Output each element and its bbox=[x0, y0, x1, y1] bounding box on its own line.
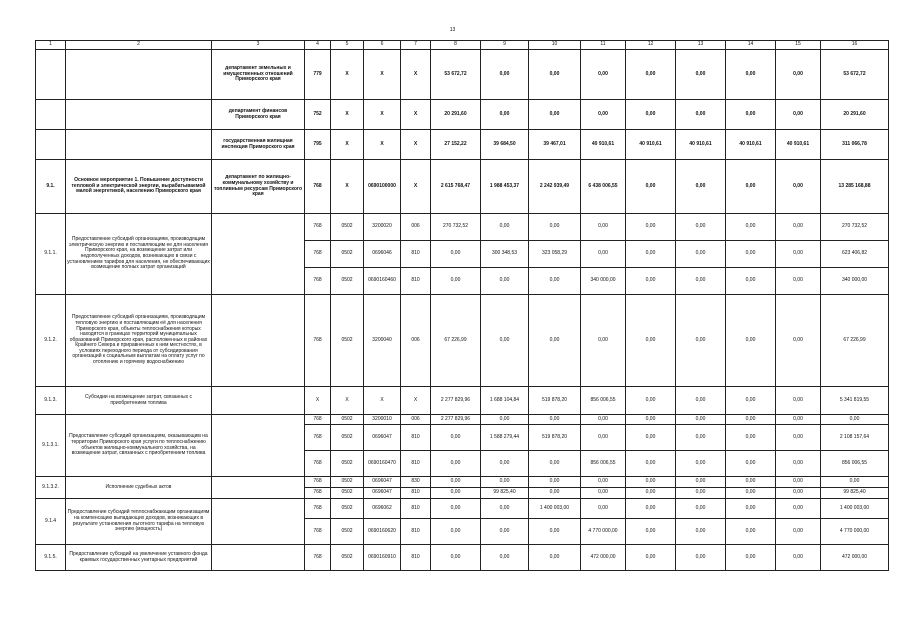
executor-cell bbox=[212, 295, 305, 387]
cell: 0,00 bbox=[776, 214, 821, 241]
cell: 0,00 bbox=[581, 241, 626, 268]
cell: 1 588 279,44 bbox=[481, 425, 529, 451]
table-row bbox=[36, 499, 889, 519]
col-header: 1 bbox=[36, 41, 66, 50]
cell: 0,00 bbox=[529, 451, 581, 477]
cell: 0502 bbox=[331, 488, 364, 499]
cell: 4 770 000,00 bbox=[581, 519, 626, 545]
cell: 0502 bbox=[331, 451, 364, 477]
cell: 810 bbox=[401, 451, 431, 477]
executor-cell bbox=[212, 387, 305, 415]
table-row bbox=[36, 160, 889, 214]
cell: 810 bbox=[401, 545, 431, 571]
cell: 768 bbox=[305, 499, 331, 519]
cell: 856 006,55 bbox=[581, 387, 626, 415]
cell: 0,00 bbox=[626, 477, 676, 488]
cell bbox=[66, 100, 212, 130]
cell: 0,00 bbox=[726, 488, 776, 499]
cell: Х bbox=[401, 50, 431, 100]
cell: 3200040 bbox=[364, 295, 401, 387]
cell: 4 770 000,00 bbox=[821, 519, 889, 545]
cell: 0,00 bbox=[431, 268, 481, 295]
col-header: 12 bbox=[626, 41, 676, 50]
cell: 340 000,00 bbox=[821, 268, 889, 295]
cell: Х bbox=[331, 100, 364, 130]
cell: 0,00 bbox=[676, 214, 726, 241]
cell: 3200020 bbox=[364, 214, 401, 241]
cell: 0,00 bbox=[481, 545, 529, 571]
cell: 0,00 bbox=[726, 295, 776, 387]
cell: 0696062 bbox=[364, 499, 401, 519]
budget-table bbox=[35, 40, 889, 571]
cell: 1 988 453,37 bbox=[481, 160, 529, 214]
cell: 0,00 bbox=[431, 425, 481, 451]
col-header: 3 bbox=[212, 41, 305, 50]
cell: 53 672,72 bbox=[431, 50, 481, 100]
cell: 0,00 bbox=[676, 100, 726, 130]
cell: 0,00 bbox=[529, 50, 581, 100]
executor-cell: департамент по жилищно-коммунальному хозяйству и топливным ресурсам Приморского края bbox=[212, 160, 305, 214]
measure-name: Предоставление субсидий теплоснабжающим организациям на компенсацию выпадающих доходов, возникающих в результате установления льготного тарифа на тепловую энергию (мощность) bbox=[66, 499, 212, 545]
table-row bbox=[36, 477, 889, 488]
cell: 0,00 bbox=[626, 100, 676, 130]
measure-name: Основное мероприятие 1. Повышение доступности тепловой и электрической энергии, вырабатываемой малой энергетикой, населению Приморского края bbox=[66, 160, 212, 214]
cell: 0,00 bbox=[581, 214, 626, 241]
cell: 0,00 bbox=[431, 451, 481, 477]
cell: 779 bbox=[305, 50, 331, 100]
cell: Х bbox=[331, 160, 364, 214]
cell: 0,00 bbox=[726, 214, 776, 241]
cell: 768 bbox=[305, 295, 331, 387]
cell: 0,00 bbox=[776, 415, 821, 425]
cell: 99 825,40 bbox=[821, 488, 889, 499]
cell: 0,00 bbox=[726, 477, 776, 488]
cell: 40 910,61 bbox=[776, 130, 821, 160]
cell: 0502 bbox=[331, 415, 364, 425]
cell: 0,00 bbox=[431, 241, 481, 268]
cell: 40 910,61 bbox=[676, 130, 726, 160]
cell: 0,00 bbox=[581, 477, 626, 488]
cell: 0,00 bbox=[481, 100, 529, 130]
cell: 300 348,53 bbox=[481, 241, 529, 268]
row-number: 9.1.5. bbox=[36, 545, 66, 571]
cell: 67 226,99 bbox=[431, 295, 481, 387]
cell: 768 bbox=[305, 160, 331, 214]
cell: 0,00 bbox=[676, 295, 726, 387]
cell: 0,00 bbox=[431, 488, 481, 499]
cell: Х bbox=[364, 50, 401, 100]
cell: Х bbox=[364, 387, 401, 415]
cell: 0,00 bbox=[626, 268, 676, 295]
cell: 0,00 bbox=[626, 387, 676, 415]
row-number: 9.1.3. bbox=[36, 387, 66, 415]
cell: 0,00 bbox=[676, 425, 726, 451]
row-number: 9.1.2. bbox=[36, 295, 66, 387]
cell: 20 291,60 bbox=[821, 100, 889, 130]
measure-name: Предоставление субсидий организациям, оказывающим на территории Приморского края услуги по теплоснабжению объектов жилищно-коммунального хозяйства, на возмещение затрат, связанных с приобретением топлива bbox=[66, 415, 212, 477]
cell: Х bbox=[331, 387, 364, 415]
col-header: 11 bbox=[581, 41, 626, 50]
cell: 99 825,40 bbox=[481, 488, 529, 499]
cell: Х bbox=[364, 100, 401, 130]
cell: 0,00 bbox=[676, 488, 726, 499]
cell: 270 732,52 bbox=[821, 214, 889, 241]
cell: 0,00 bbox=[581, 415, 626, 425]
col-header: 16 bbox=[821, 41, 889, 50]
cell: 856 006,55 bbox=[581, 451, 626, 477]
cell: 0,00 bbox=[529, 519, 581, 545]
cell: 39 467,01 bbox=[529, 130, 581, 160]
cell: 0,00 bbox=[529, 477, 581, 488]
cell bbox=[36, 130, 66, 160]
cell: 0,00 bbox=[481, 415, 529, 425]
table-row bbox=[36, 100, 889, 130]
cell bbox=[66, 130, 212, 160]
executor-cell: департамент земельных и имущественных отношений Приморского края bbox=[212, 50, 305, 100]
cell: 0,00 bbox=[776, 50, 821, 100]
cell: 0690160460 bbox=[364, 268, 401, 295]
col-header: 8 bbox=[431, 41, 481, 50]
cell: 810 bbox=[401, 499, 431, 519]
cell: 0,00 bbox=[726, 160, 776, 214]
cell: 768 bbox=[305, 451, 331, 477]
cell: 0696047 bbox=[364, 488, 401, 499]
executor-cell: департамент финансов Приморского края bbox=[212, 100, 305, 130]
cell: 2 108 157,64 bbox=[821, 425, 889, 451]
cell: 0,00 bbox=[431, 499, 481, 519]
cell: 0502 bbox=[331, 545, 364, 571]
cell: Х bbox=[331, 130, 364, 160]
cell: 0690160620 bbox=[364, 519, 401, 545]
cell: 0,00 bbox=[776, 488, 821, 499]
cell: 0,00 bbox=[776, 519, 821, 545]
cell: 0,00 bbox=[776, 477, 821, 488]
cell: 0502 bbox=[331, 295, 364, 387]
cell: 0502 bbox=[331, 214, 364, 241]
cell: 0,00 bbox=[776, 295, 821, 387]
measure-name: Предоставление субсидий на увеличение уставного фонда краевых государственных унитарных предприятий bbox=[66, 545, 212, 571]
cell: 40 910,61 bbox=[626, 130, 676, 160]
cell: Х bbox=[401, 130, 431, 160]
cell: 0,00 bbox=[481, 214, 529, 241]
cell: 768 bbox=[305, 241, 331, 268]
cell: 0,00 bbox=[626, 160, 676, 214]
cell: 0696046 bbox=[364, 241, 401, 268]
col-header: 5 bbox=[331, 41, 364, 50]
cell: 0,00 bbox=[626, 451, 676, 477]
cell: 795 bbox=[305, 130, 331, 160]
col-header: 14 bbox=[726, 41, 776, 50]
cell: 5 341 819,55 bbox=[821, 387, 889, 415]
cell: 0,00 bbox=[626, 519, 676, 545]
cell: 0,00 bbox=[726, 451, 776, 477]
cell: 623 406,82 bbox=[821, 241, 889, 268]
col-header: 6 bbox=[364, 41, 401, 50]
cell: 0,00 bbox=[821, 477, 889, 488]
cell: 0,00 bbox=[726, 50, 776, 100]
row-number: 9.1. bbox=[36, 160, 66, 214]
col-header: 13 bbox=[676, 41, 726, 50]
cell bbox=[36, 50, 66, 100]
cell bbox=[36, 100, 66, 130]
cell: 0,00 bbox=[481, 499, 529, 519]
cell: 2 615 768,47 bbox=[431, 160, 481, 214]
table-row bbox=[36, 50, 889, 100]
cell: 0,00 bbox=[726, 415, 776, 425]
cell: 340 000,00 bbox=[581, 268, 626, 295]
cell: 0,00 bbox=[676, 451, 726, 477]
cell: 0,00 bbox=[776, 425, 821, 451]
cell: Х bbox=[305, 387, 331, 415]
cell: 0502 bbox=[331, 519, 364, 545]
cell: 0,00 bbox=[776, 100, 821, 130]
cell: 810 bbox=[401, 519, 431, 545]
cell: 6 438 006,55 bbox=[581, 160, 626, 214]
col-header: 10 bbox=[529, 41, 581, 50]
cell: 0,00 bbox=[626, 499, 676, 519]
cell: 0,00 bbox=[481, 295, 529, 387]
cell: 752 bbox=[305, 100, 331, 130]
cell: 768 bbox=[305, 425, 331, 451]
cell: 0,00 bbox=[626, 295, 676, 387]
cell: 13 285 168,88 bbox=[821, 160, 889, 214]
col-header: 2 bbox=[66, 41, 212, 50]
cell: 0502 bbox=[331, 268, 364, 295]
cell: 0,00 bbox=[726, 100, 776, 130]
cell: 006 bbox=[401, 295, 431, 387]
cell: 2 242 939,49 bbox=[529, 160, 581, 214]
cell: 0,00 bbox=[726, 387, 776, 415]
cell: 0,00 bbox=[776, 545, 821, 571]
table-row bbox=[36, 415, 889, 425]
cell: 0,00 bbox=[676, 545, 726, 571]
cell: 2 277 829,96 bbox=[431, 387, 481, 415]
cell: 0,00 bbox=[581, 100, 626, 130]
page-number: 13 bbox=[449, 27, 456, 33]
cell: 0502 bbox=[331, 477, 364, 488]
cell: 0,00 bbox=[726, 499, 776, 519]
column-number-row bbox=[36, 41, 889, 50]
cell: 0,00 bbox=[626, 425, 676, 451]
cell: 006 bbox=[401, 214, 431, 241]
cell: 0,00 bbox=[776, 499, 821, 519]
executor-cell: государственная жилищная инспекция Приморского края bbox=[212, 130, 305, 160]
cell: 0,00 bbox=[676, 387, 726, 415]
cell: Х bbox=[401, 387, 431, 415]
cell: 0,00 bbox=[481, 477, 529, 488]
row-number: 9.1.3.1. bbox=[36, 415, 66, 477]
cell: 768 bbox=[305, 545, 331, 571]
cell: 0,00 bbox=[581, 295, 626, 387]
cell: 3200010 bbox=[364, 415, 401, 425]
cell: 0690160910 bbox=[364, 545, 401, 571]
measure-name: Субсидии на возмещение затрат, связанных с приобретением топлива bbox=[66, 387, 212, 415]
cell: 0502 bbox=[331, 241, 364, 268]
cell: 0,00 bbox=[529, 295, 581, 387]
cell: 0,00 bbox=[529, 100, 581, 130]
executor-cell bbox=[212, 499, 305, 545]
col-header: 15 bbox=[776, 41, 821, 50]
cell: 0,00 bbox=[776, 387, 821, 415]
cell: 0,00 bbox=[581, 499, 626, 519]
cell: 0,00 bbox=[581, 425, 626, 451]
executor-cell bbox=[212, 415, 305, 477]
cell: 0,00 bbox=[529, 488, 581, 499]
cell: 856 006,55 bbox=[821, 451, 889, 477]
cell: 0,00 bbox=[676, 268, 726, 295]
cell: 810 bbox=[401, 268, 431, 295]
cell: 0,00 bbox=[676, 519, 726, 545]
cell: 0,00 bbox=[481, 50, 529, 100]
cell: 472 000,00 bbox=[581, 545, 626, 571]
cell: 768 bbox=[305, 519, 331, 545]
col-header: 4 bbox=[305, 41, 331, 50]
cell: 0,00 bbox=[626, 488, 676, 499]
cell: 40 910,61 bbox=[581, 130, 626, 160]
cell: 0,00 bbox=[431, 477, 481, 488]
cell: 2 277 829,96 bbox=[431, 415, 481, 425]
cell: Х bbox=[364, 130, 401, 160]
cell: 519 878,20 bbox=[529, 425, 581, 451]
cell: 0,00 bbox=[529, 545, 581, 571]
cell: 0,00 bbox=[676, 160, 726, 214]
cell: 323 058,29 bbox=[529, 241, 581, 268]
cell: 40 910,61 bbox=[726, 130, 776, 160]
cell: 0,00 bbox=[676, 499, 726, 519]
executor-cell bbox=[212, 477, 305, 499]
cell: 830 bbox=[401, 477, 431, 488]
cell: 0,00 bbox=[726, 545, 776, 571]
cell: 0,00 bbox=[776, 160, 821, 214]
cell: 0,00 bbox=[529, 268, 581, 295]
cell: 20 291,60 bbox=[431, 100, 481, 130]
cell: 0502 bbox=[331, 425, 364, 451]
cell: 0,00 bbox=[676, 241, 726, 268]
cell: 0,00 bbox=[726, 425, 776, 451]
cell: 0,00 bbox=[776, 451, 821, 477]
cell: 0,00 bbox=[776, 268, 821, 295]
cell: 27 152,22 bbox=[431, 130, 481, 160]
cell: 0,00 bbox=[821, 415, 889, 425]
cell: 0,00 bbox=[626, 50, 676, 100]
measure-name: Предоставление субсидий организациям, производящим электрическую энергию и поставляющим ее для населения Приморского края, на возмещение затрат или недополученных доходов, возникающих в связи с установлением тарифов для населения, не обеспечивающих возмещение полных затрат организаций bbox=[66, 214, 212, 295]
cell: 0502 bbox=[331, 499, 364, 519]
table-row bbox=[36, 214, 889, 241]
cell: 768 bbox=[305, 214, 331, 241]
executor-cell bbox=[212, 545, 305, 571]
cell: 0,00 bbox=[726, 519, 776, 545]
cell: 0,00 bbox=[726, 268, 776, 295]
table-row bbox=[36, 545, 889, 571]
cell: 53 672,72 bbox=[821, 50, 889, 100]
cell: 810 bbox=[401, 488, 431, 499]
executor-cell bbox=[212, 214, 305, 295]
cell: 0,00 bbox=[431, 545, 481, 571]
row-number: 9.1.3.2. bbox=[36, 477, 66, 499]
cell: 270 732,52 bbox=[431, 214, 481, 241]
cell: Х bbox=[401, 100, 431, 130]
cell: 0690100000 bbox=[364, 160, 401, 214]
cell: 0,00 bbox=[581, 50, 626, 100]
cell: 0,00 bbox=[626, 214, 676, 241]
cell: 67 226,99 bbox=[821, 295, 889, 387]
cell: 311 066,78 bbox=[821, 130, 889, 160]
cell: 0,00 bbox=[676, 415, 726, 425]
cell: 0,00 bbox=[776, 241, 821, 268]
cell bbox=[66, 50, 212, 100]
cell: 472 000,00 bbox=[821, 545, 889, 571]
cell: 768 bbox=[305, 415, 331, 425]
cell: 0,00 bbox=[676, 477, 726, 488]
cell: 006 bbox=[401, 415, 431, 425]
cell: 0,00 bbox=[481, 519, 529, 545]
cell: 0,00 bbox=[726, 241, 776, 268]
cell: 0,00 bbox=[626, 415, 676, 425]
cell: 810 bbox=[401, 241, 431, 268]
cell: Х bbox=[401, 160, 431, 214]
col-header: 9 bbox=[481, 41, 529, 50]
cell: 0,00 bbox=[431, 519, 481, 545]
cell: 0690160470 bbox=[364, 451, 401, 477]
cell: 768 bbox=[305, 268, 331, 295]
cell: 519 878,20 bbox=[529, 387, 581, 415]
cell: 0,00 bbox=[626, 241, 676, 268]
cell: 0696047 bbox=[364, 425, 401, 451]
cell: 0,00 bbox=[529, 214, 581, 241]
cell: 810 bbox=[401, 425, 431, 451]
cell: 0696047 bbox=[364, 477, 401, 488]
col-header: 7 bbox=[401, 41, 431, 50]
table-row bbox=[36, 295, 889, 387]
cell: 0,00 bbox=[481, 451, 529, 477]
cell: 0,00 bbox=[529, 415, 581, 425]
row-number: 9.1.4 bbox=[36, 499, 66, 545]
table-row bbox=[36, 387, 889, 415]
measure-name: Предоставление субсидий организациям, производящим тепловую энергию и поставляющим её для населения Приморского края, объекты теплоснабжения которых находятся в границах территорий муниципальных образований Приморского края, расположенных в районах Крайнего Севера и приравненных к ним местностях, в условиях переходного периода от субсидирования организаций к социальным выплатам на оплату услуг по отоплению и горячему водоснабжению bbox=[66, 295, 212, 387]
cell: 0,00 bbox=[581, 488, 626, 499]
cell: 0,00 bbox=[481, 268, 529, 295]
cell: 1 400 003,00 bbox=[821, 499, 889, 519]
cell: 768 bbox=[305, 488, 331, 499]
cell: 768 bbox=[305, 477, 331, 488]
cell: Х bbox=[331, 50, 364, 100]
table-row bbox=[36, 130, 889, 160]
cell: 0,00 bbox=[626, 545, 676, 571]
cell: 1 688 104,84 bbox=[481, 387, 529, 415]
cell: 39 684,50 bbox=[481, 130, 529, 160]
cell: 1 400 003,00 bbox=[529, 499, 581, 519]
cell: 0,00 bbox=[676, 50, 726, 100]
row-number: 9.1.1. bbox=[36, 214, 66, 295]
measure-name: Исполнение судебных актов bbox=[66, 477, 212, 499]
